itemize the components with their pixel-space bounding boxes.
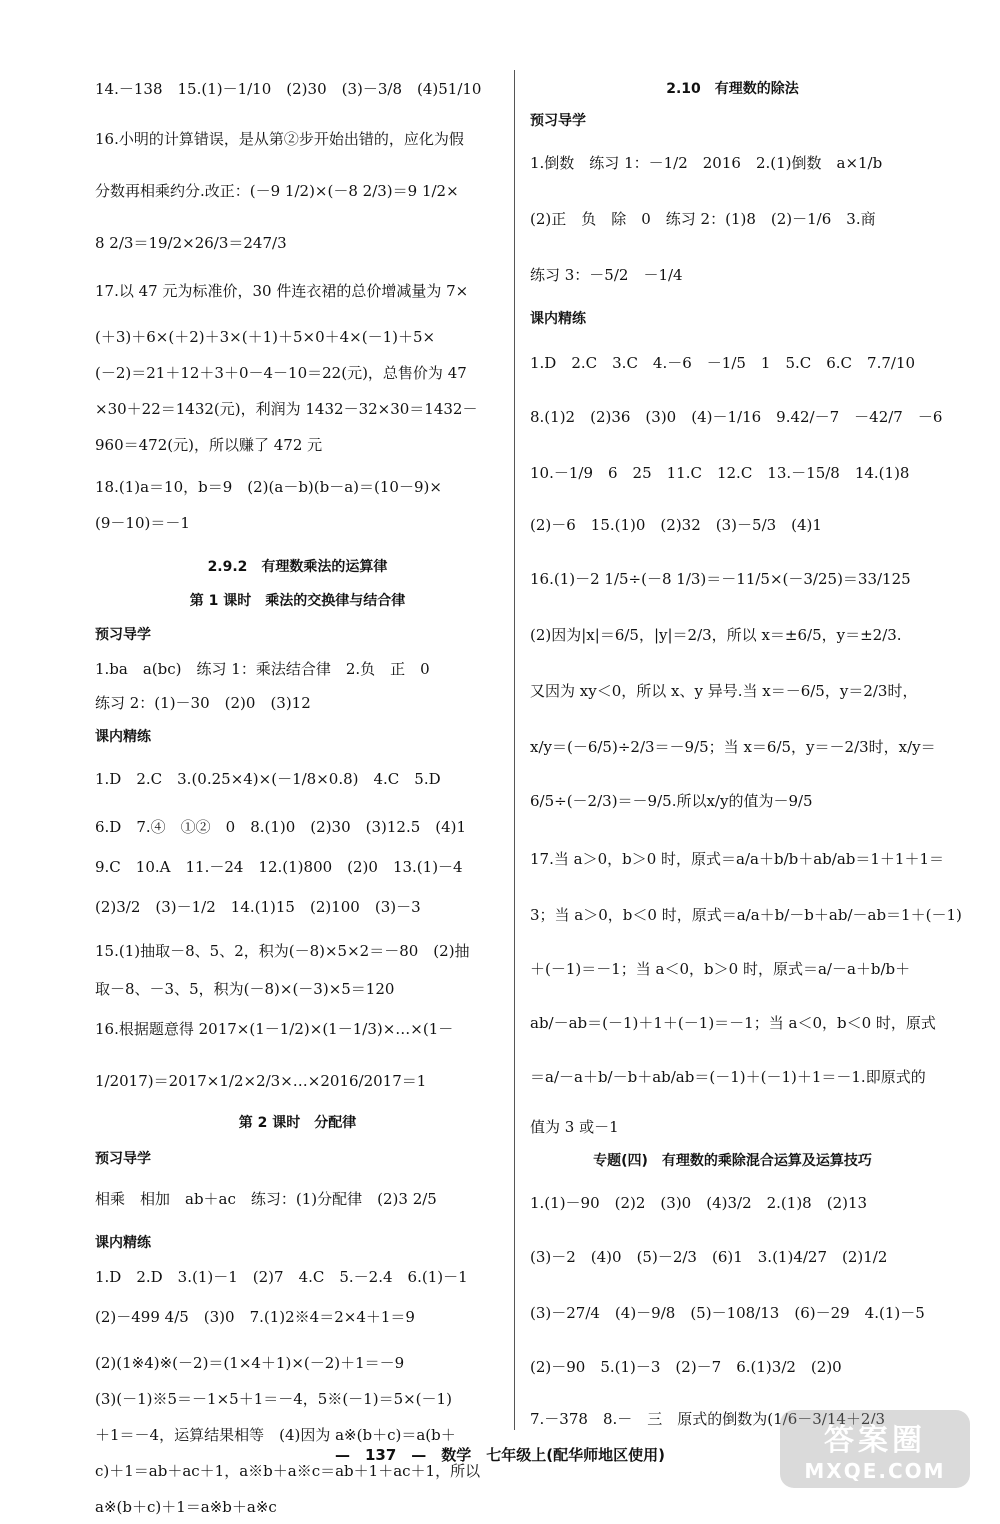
right-line: 10.－1/9 6 25 11.C 12.C 13.－15/8 14.(1)8 (530, 464, 910, 482)
left-heading: 第 1 课时 乘法的交换律与结合律 (189, 593, 406, 609)
left-line: 6.D 7.④ ①② 0 8.(1)0 (2)30 (3)12.5 (4)1 (95, 818, 467, 836)
watermark-url: MXQE.COM (804, 1459, 946, 1483)
left-line: 18.(1)a＝10，b＝9 (2)(a－b)(b－a)＝(10－9)× (95, 478, 442, 496)
left-line: (9－10)＝－1 (95, 514, 190, 532)
right-line: (2)－90 5.(1)－3 (2)－7 6.(1)3/2 (2)0 (530, 1358, 842, 1376)
left-heading: 预习导学 (95, 627, 151, 643)
left-line: c)＋1＝ab＋ac＋1，a※b＋a※c＝ab＋1＋ac＋1，所以 (95, 1462, 481, 1480)
watermark-logo (780, 1410, 970, 1488)
page-footer: — 137 — 数学 七年级上(配华师地区使用) (334, 1446, 666, 1464)
left-line: 练习 2：(1)－30 (2)0 (3)12 (95, 694, 311, 712)
right-line: 7.－378 8.－ 三 原式的倒数为(1/6－3/14＋2/3 (530, 1410, 886, 1428)
left-line: 1/2017)＝2017×1/2×2/3×…×2016/2017＝1 (95, 1072, 427, 1090)
right-line: (2)因为|x|＝6/5，|y|＝2/3，所以 x＝±6/5，y＝±2/3. (530, 626, 902, 644)
left-line: 17.以 47 元为标准价，30 件连衣裙的总价增减量为 7× (95, 282, 469, 300)
right-heading: 2.10 有理数的除法 (666, 81, 799, 97)
right-line: (3)－2 (4)0 (5)－2/3 (6)1 3.(1)4/27 (2)1/2 (530, 1248, 888, 1266)
left-line: (2)－499 4/5 (3)0 7.(1)2※4＝2×4＋1＝9 (95, 1308, 415, 1326)
left-line: 960＝472(元)，所以赚了 472 元 (95, 436, 323, 454)
right-line: 8.(1)2 (2)36 (3)0 (4)－1/16 9.42/－7 －42/7 －6 (530, 408, 943, 426)
left-line: (－2)＝21＋12＋3＋0－4－10＝22(元)，总售价为 47 (95, 364, 467, 382)
right-line: 1.(1)－90 (2)2 (3)0 (4)3/2 2.(1)8 (2)13 (530, 1194, 868, 1212)
right-line: (3)－27/4 (4)－9/8 (5)－108/13 (6)－29 4.(1)－5 (530, 1304, 925, 1322)
right-line: (2)正 负 除 0 练习 2：(1)8 (2)－1/6 3.商 (530, 210, 876, 228)
right-line: 6/5÷(－2/3)＝－9/5.所以x/y的值为－9/5 (530, 792, 813, 810)
right-line: x/y＝(－6/5)÷2/3＝－9/5；当 x＝6/5，y＝－2/3时，x/y＝ (530, 738, 936, 756)
right-line: ＝a/－a＋b/－b＋ab/ab＝(－1)＋(－1)＋1＝－1.即原式的 (530, 1068, 926, 1086)
left-heading: 第 2 课时 分配律 (238, 1115, 357, 1131)
left-line: 1.D 2.C 3.(0.25×4)×(－1/8×0.8) 4.C 5.D (95, 770, 441, 788)
left-line: a※(b＋c)＋1＝a※b＋a※c (95, 1498, 277, 1516)
left-line: 9.C 10.A 11.－24 12.(1)800 (2)0 13.(1)－4 (95, 858, 463, 876)
left-heading: 2.9.2 有理数乘法的运算律 (207, 559, 388, 575)
right-line: 1.D 2.C 3.C 4.－6 －1/5 1 5.C 6.C 7.7/10 (530, 354, 916, 372)
left-line: 16.小明的计算错误，是从第②步开始出错的，应化为假 (95, 130, 464, 148)
right-line: (2)－6 15.(1)0 (2)32 (3)－5/3 (4)1 (530, 516, 822, 534)
left-line: 14.－138 15.(1)－1/10 (2)30 (3)－3/8 (4)51/10 (95, 80, 482, 98)
left-line: 1.D 2.D 3.(1)－1 (2)7 4.C 5.－2.4 6.(1)－1 (95, 1268, 468, 1286)
right-line: 3；当 a＞0，b＜0 时，原式＝a/a＋b/－b＋ab/－ab＝1＋(－1) (530, 906, 962, 924)
right-line: 1.倒数 练习 1：－1/2 2016 2.(1)倒数 a×1/b (530, 154, 883, 172)
left-line: ＋1＝－4，运算结果相等 (4)因为 a※(b＋c)＝a(b＋ (95, 1426, 456, 1444)
right-heading: 专题(四) 有理数的乘除混合运算及运算技巧 (593, 1153, 872, 1169)
right-line: 16.(1)－2 1/5÷(－8 1/3)＝－11/5×(－3/25)＝33/125 (530, 570, 911, 588)
left-line: (2)3/2 (3)－1/2 14.(1)15 (2)100 (3)－3 (95, 898, 421, 916)
left-heading: 课内精练 (95, 729, 151, 745)
left-line: ×30＋22＝1432(元)，利润为 1432－32×30＝1432－ (95, 400, 478, 418)
right-heading: 课内精练 (530, 311, 586, 327)
right-line: 练习 3：－5/2 －1/4 (530, 266, 683, 284)
right-line: 17.当 a＞0，b＞0 时，原式＝a/a＋b/b＋ab/ab＝1＋1＋1＝ (530, 850, 944, 868)
right-heading: 预习导学 (530, 113, 586, 129)
right-line: ＋(－1)＝－1；当 a＜0，b＞0 时，原式＝a/－a＋b/b＋ (530, 960, 911, 978)
column-divider (514, 70, 515, 1430)
left-line: 1.ba a(bc) 练习 1：乘法结合律 2.负 正 0 (95, 660, 430, 678)
left-line: (3)(－1)※5＝－1×5＋1＝－4，5※(－1)＝5×(－1) (95, 1390, 452, 1408)
left-line: (2)(1※4)※(－2)＝(1×4＋1)×(－2)＋1＝－9 (95, 1354, 405, 1372)
left-line: 分数再相乘约分.改正：(－9 1/2)×(－8 2/3)＝9 1/2× (95, 182, 459, 200)
left-line: 相乘 相加 ab＋ac 练习：(1)分配律 (2)3 2/5 (95, 1190, 437, 1208)
left-heading: 课内精练 (95, 1235, 151, 1251)
left-line: 15.(1)抽取－8、5、2，积为(－8)×5×2＝－80 (2)抽 (95, 942, 470, 960)
watermark-title: 答案圈 (824, 1423, 926, 1458)
left-line: 8 2/3＝19/2×26/3＝247/3 (95, 234, 287, 252)
right-line: 值为 3 或－1 (530, 1118, 619, 1136)
left-line: (＋3)＋6×(＋2)＋3×(＋1)＋5×0＋4×(－1)＋5× (95, 328, 436, 346)
right-line: 又因为 xy＜0，所以 x、y 异号.当 x＝－6/5，y＝2/3时， (530, 682, 918, 700)
left-heading: 预习导学 (95, 1151, 151, 1167)
left-line: 取－8、－3、5，积为(－8)×(－3)×5＝120 (95, 980, 395, 998)
right-line: ab/－ab＝(－1)＋1＋(－1)＝－1；当 a＜0，b＜0 时，原式 (530, 1014, 936, 1032)
left-line: 16.根据题意得 2017×(1－1/2)×(1－1/3)×…×(1－ (95, 1020, 454, 1038)
